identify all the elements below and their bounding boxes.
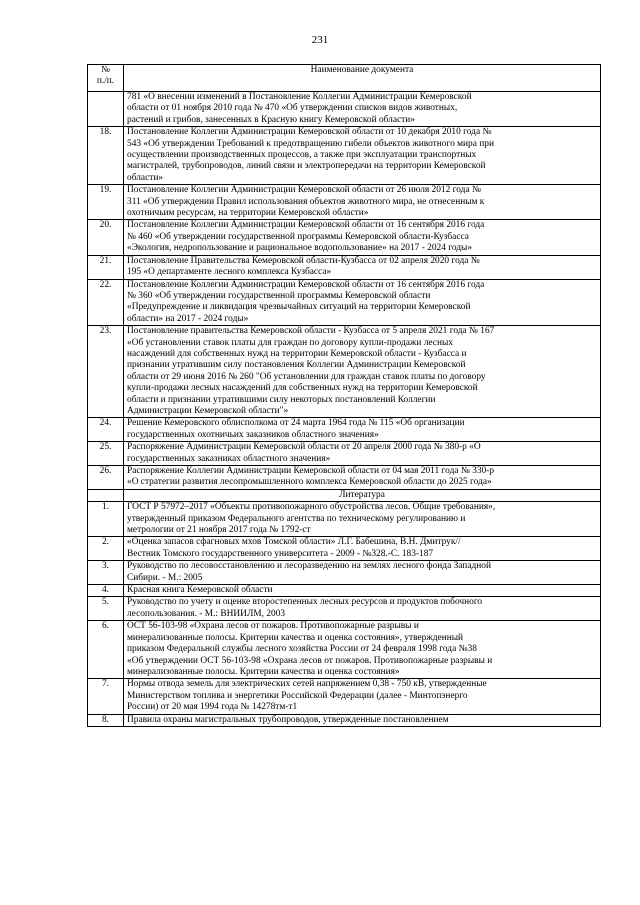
table-row	[88, 561, 601, 585]
document-name: Нормы отвода земель для электрических сетей напряжением 0,38 - 750 кВ, утвержденные Министерством топлива и энергетики Российской Федерации (далее - Минтопэнерго России) от 20 мая 1994 года № 14278тм-т1	[124, 679, 601, 714]
document-name: Решение Кемеровского облисполкома от 24 марта 1964 года № 115 «Об организации государственных охотничьих заказников областного значения»	[124, 418, 601, 442]
table-row	[88, 255, 601, 279]
table-row	[88, 621, 601, 679]
row-number: 7.	[88, 679, 124, 714]
table-header-row	[88, 65, 601, 92]
document-name: ГОСТ Р 57972–2017 «Объекты противопожарного обустройства лесов. Общие требования», утвержденный приказом Федерального агентства по техническому регулированию и метрологии от 21 ноября 2017 года № 1792-ст	[124, 502, 601, 537]
document-name: «Оценка запасов сфагновых мхов Томской области» Л.Г. Бабешина, В.Н. Дмитрук// Вестник Томского государственного университета - 2009 - №328.-С. 183-187	[124, 537, 601, 561]
table-row	[88, 597, 601, 621]
document-name: Постановление Коллегии Администрации Кемеровской области от 16 сентября 2016 года № 360 «Об утверждении государственной программы Кемеровской области «Предупреждение и ликвидация чрезвычайных ситуаций на территории Кемеровской области» на 2017 - 2024 годы»	[124, 279, 601, 326]
document-name: ОСТ 56-103-98 «Охрана лесов от пожаров. Противопожарные разрывы и минерализованные полосы. Критерии качества и оценка состояния», утвержденный приказом Федеральной службы лесного хозяйства России от 24 февраля 1998 года №38 «Об утверждении ОСТ 56-103-98 «Охрана лесов от пожаров. Противопожарные разрывы и минерализованные полосы. Критерии качества и оценка состояния»	[124, 621, 601, 679]
section-title-literature: Литература	[124, 489, 601, 501]
table-row	[88, 279, 601, 326]
table-row	[88, 679, 601, 714]
row-number: 25.	[88, 442, 124, 466]
row-number	[88, 92, 124, 127]
row-number: 23.	[88, 326, 124, 418]
row-number: 21.	[88, 255, 124, 279]
table-row	[88, 466, 601, 490]
document-name: Постановление Коллегии Администрации Кемеровской области от 26 июля 2012 года № 311 «Об утверждении Правил использования объектов животного мира, не отнесенным к охотничьим ресурсам, на территории Кемеровской области»	[124, 185, 601, 220]
document-name: Распоряжение Коллегии Администрации Кемеровской области от 04 мая 2011 года № 330-р «О стратегии развития лесопромышленного комплекса Кемеровской области до 2025 года»	[124, 466, 601, 490]
row-number: 19.	[88, 185, 124, 220]
row-number: 3.	[88, 561, 124, 585]
document-name: Постановление Коллегии Администрации Кемеровской области от 10 декабря 2010 года № 543 «Об утверждении Требований к предотвращению гибели объектов животного мира при осуществлении производственных процессов, а также при эксплуатации транспортных магистралей, трубопроводов, линий связи и электропередачи на территории Кемеровской области»	[124, 127, 601, 185]
row-number: 20.	[88, 220, 124, 255]
row-number: 2.	[88, 537, 124, 561]
table-row	[88, 537, 601, 561]
document-name: Постановление правительства Кемеровской области - Кузбасса от 5 апреля 2021 года № 167 «Об установлении ставок платы для граждан по договору купли-продажи лесных насаждений для собственных нужд на территории Кемеровской области - Кузбасса и признании утратившим силу постановления Коллегии Администрации Кемеровской области от 29 июня 2016 № 260 "Об установлении для граждан ставок платы по договору купли-продажи лесных насаждений для собственных нужд на территории Кемеровской области и признании утратившими силу некоторых постановлений Коллегии Администрации Кемеровской области"»	[124, 326, 601, 418]
row-number: 6.	[88, 621, 124, 679]
table-row	[88, 326, 601, 418]
section-row	[88, 489, 601, 501]
document-name: Руководство по лесовосстановлению и лесоразведению на землях лесного фонда Западной Сибири. - М.: 2005	[124, 561, 601, 585]
row-number: 8.	[88, 714, 124, 726]
table-row	[88, 585, 601, 597]
table-row	[88, 418, 601, 442]
row-number: 26.	[88, 466, 124, 490]
header-document-name: Наименование документа	[124, 65, 601, 92]
document-name: Постановление Коллегии Администрации Кемеровской области от 16 сентября 2016 года № 460 «Об утверждении государственной программы Кемеровской области-Кузбасса «Экология, недропользование и рациональное водопользование» на 2017 - 2024 годы»	[124, 220, 601, 255]
row-number: 4.	[88, 585, 124, 597]
row-number: 24.	[88, 418, 124, 442]
document-name: Красная книга Кемеровской области	[124, 585, 601, 597]
document-name: 781 «О внесении изменений в Постановление Коллегии Администрации Кемеровской области от 01 ноября 2010 года № 470 «Об утверждении списков видов животных, растений и грибов, занесенных в Красную книгу Кемеровской области»	[124, 92, 601, 127]
header-number: № п./п.	[88, 65, 124, 92]
table-row	[88, 442, 601, 466]
document-name: Постановление Правительства Кемеровской области-Кузбасса от 02 апреля 2020 года № 195 «О департаменте лесного комплекса Кузбасса»	[124, 255, 601, 279]
table-row	[88, 220, 601, 255]
table-row	[88, 714, 601, 726]
row-number: 5.	[88, 597, 124, 621]
document-name: Распоряжение Администрации Кемеровской области от 20 апреля 2000 года № 380-р «О государственных заказниках областного значения»	[124, 442, 601, 466]
document-name: Правила охраны магистральных трубопроводов, утвержденные постановлением	[124, 714, 601, 726]
row-number: 1.	[88, 502, 124, 537]
page-number: 231	[311, 34, 329, 46]
table-row	[88, 92, 601, 127]
documents-table	[87, 64, 601, 727]
table-row	[88, 127, 601, 185]
table-row	[88, 502, 601, 537]
documents-body	[88, 92, 601, 727]
section-empty-cell	[88, 489, 124, 501]
row-number: 18.	[88, 127, 124, 185]
document-name: Руководство по учету и оценке второстепенных лесных ресурсов и продуктов побочного лесопользования. - М.: ВНИИЛМ, 2003	[124, 597, 601, 621]
table-row	[88, 185, 601, 220]
row-number: 22.	[88, 279, 124, 326]
